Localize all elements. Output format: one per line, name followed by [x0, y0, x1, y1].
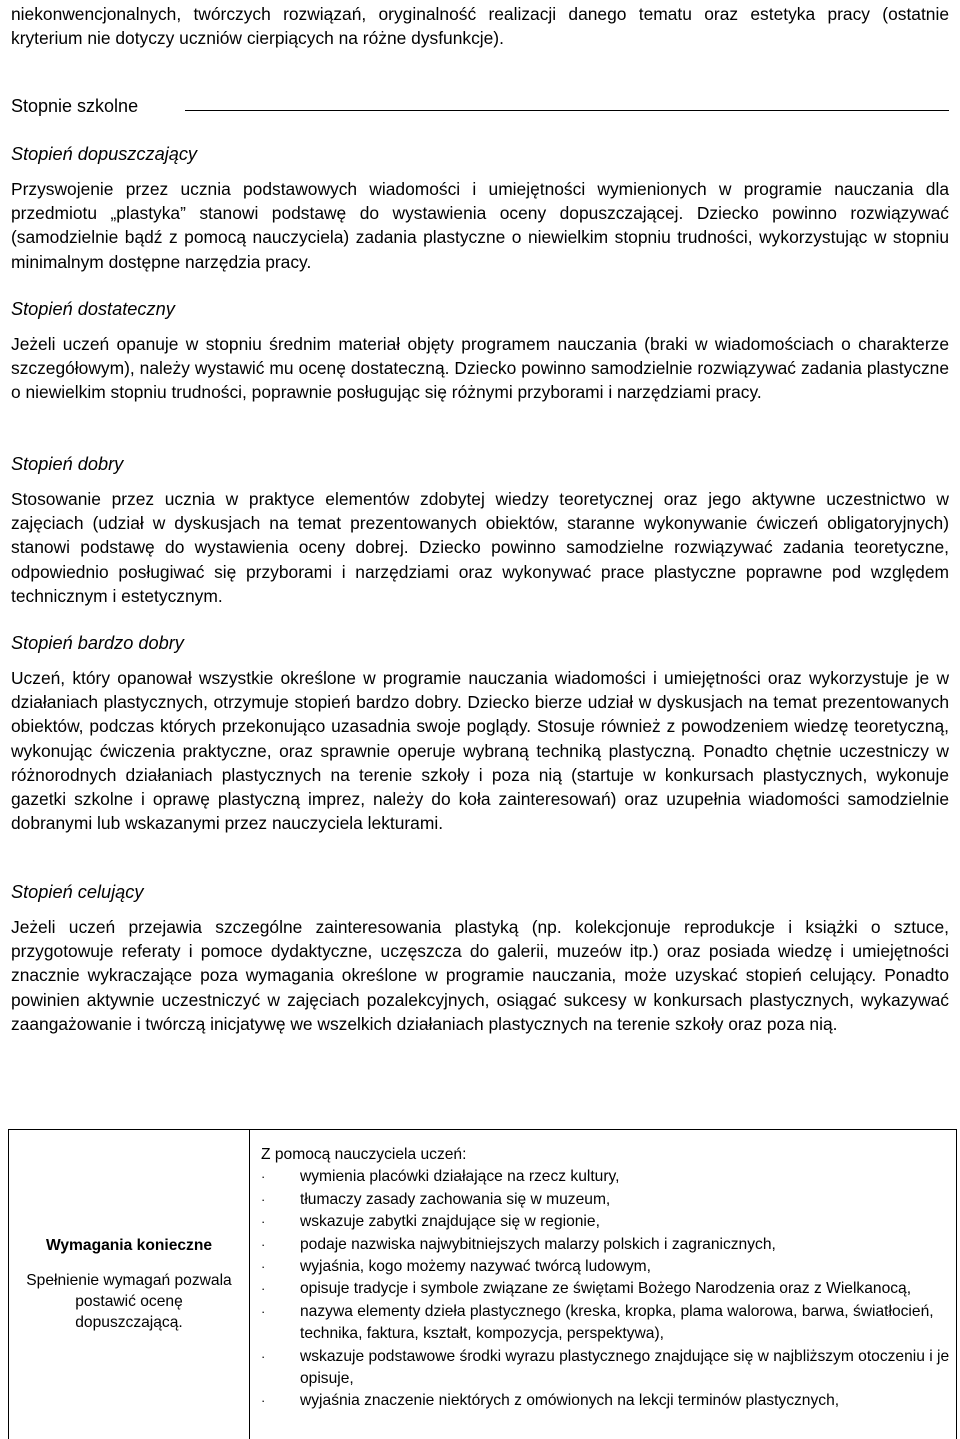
grade-section-dobry — [11, 452, 949, 608]
requirements-description: Spełnienie wymagań pozwala postawić ocenę dopuszczającą. — [26, 1272, 232, 1331]
list-item — [261, 1301, 951, 1346]
bullet-icon: · — [261, 1281, 266, 1297]
list-item — [261, 1278, 951, 1300]
grade-section-dopuszczajacy — [11, 142, 949, 274]
requirements-left-cell — [9, 1130, 250, 1439]
bullet-icon: · — [261, 1259, 266, 1275]
grade-section-dostateczny — [11, 297, 949, 405]
bullet-icon: · — [261, 1236, 266, 1252]
intro-paragraph: niekonwencjonalnych, twórczych rozwiązań, oryginalność realizacji danego tematu oraz estetyka pracy (ostatnie kryterium nie dotyczy uczniów cierpiących na różne dysfunkcje). — [11, 4, 949, 49]
bullet-icon: · — [261, 1393, 266, 1409]
bullet-icon: · — [261, 1214, 266, 1230]
requirements-right-cell — [261, 1144, 951, 1413]
grade-paragraph: Jeżeli uczeń opanuje w stopniu średnim materiał objęty programem nauczania (braki w wiadomościach o charakterze szczegółowym), należy wystawić mu ocenę dostateczną. Dziecko powinno samodzielnie rozwiązywać zadania plastyczne o niewielkim stopniu trudności, poprawnie posługując się różnymi przyborami i narzędziami pracy. — [11, 334, 949, 403]
grade-title: Stopień dopuszczający — [11, 144, 198, 164]
requirements-list — [261, 1166, 951, 1412]
grade-paragraph: Przyswojenie przez ucznia podstawowych wiadomości i umiejętności wymienionych w programie nauczania dla przedmiotu „plastyka” stanowi podstawę do wystawienia oceny dopuszczającej. Dziecko powinno rozwiązywać (samodzielnie bądź z pomocą nauczyciela) zadania plastyczne o niewielkim stopniu trudności, wykorzystując w stopniu minimalnym dostępne narzędzia pracy. — [11, 179, 949, 272]
list-item-text: wymienia placówki działające na rzecz kultury, — [300, 1168, 620, 1186]
bullet-icon: · — [261, 1169, 266, 1185]
list-item-text: podaje nazwiska najwybitniejszych malarzy polskich i zagranicznych, — [300, 1235, 776, 1253]
list-item-text: wyjaśnia, kogo możemy nazywać twórcą ludowym, — [300, 1258, 651, 1276]
grade-title: Stopień bardzo dobry — [11, 633, 184, 653]
bullet-icon: · — [261, 1348, 266, 1364]
list-item-text: nazywa elementy dzieła plastycznego (kreska, kropka, plama walorowa, barwa, światłocień, technika, faktura, kształt, kompozycja, perspektywa), — [300, 1302, 934, 1343]
requirements-title: Wymagania konieczne — [45, 1237, 213, 1254]
grade-section-celujacy — [11, 880, 949, 1036]
list-item — [261, 1211, 951, 1233]
list-item — [261, 1166, 951, 1188]
grade-paragraph: Stosowanie przez ucznia w praktyce elementów zdobytej wiedzy teoretycznej oraz jego aktywne uczestnictwo w zajęciach (udział w dyskusjach na temat prezentowanych obiektów, staranne wykonywanie ćwiczeń obligatoryjnych) stanowi podstawę do wystawienia oceny dobrej. Dziecko powinno samodzielne rozwiązywać zadania teoretyczne, odpowiednio posługiwać się przyborami i narzędziami oraz wykonywać prace plastyczne poprawne pod względem technicznym i estetycznym. — [11, 489, 949, 606]
list-item — [261, 1346, 951, 1391]
requirements-intro: Z pomocą nauczyciela uczeń: — [261, 1146, 467, 1163]
section-heading — [11, 94, 949, 122]
grade-title: Stopień dostateczny — [11, 299, 175, 319]
bullet-icon: · — [261, 1191, 266, 1207]
list-item-text: wskazuje podstawowe środki wyrazu plastycznego znajdujące się w najbliższym otoczeniu i je opisuje, — [300, 1347, 950, 1388]
section-heading-text: Stopnie szkolne — [11, 96, 139, 116]
grade-paragraph: Uczeń, który opanował wszystkie określone w programie nauczania wiadomości i umiejętności oraz wykorzystuje je w działaniach plastycznych, otrzymuje stopień bardzo dobry. Dziecko bierze udział w dyskusjach na temat prezentowanych obiektów, podczas których przekonująco uzasadnia swoje poglądy. Stosuje również z powodzeniem wiedzę teoretyczną, wykonując ćwiczenia praktyczne, oraz sprawnie operuje wybraną techniką plastyczną. Ponadto chętnie uczestniczy w różnorodnych działaniach plastycznych na terenie szkoły i poza nią (startuje w konkursach plastycznych, wykonuje gazetki szkolne i oprawę plastyczną imprez, należy do koła zainteresowań) oraz uzupełnia wiadomości samodzielnie dobranymi lub wskazanymi przez nauczyciela lekturami. — [11, 668, 949, 834]
list-item — [261, 1234, 951, 1256]
list-item-text: wskazuje zabytki znajdujące się w regionie, — [300, 1213, 600, 1231]
list-item-text: tłumaczy zasady zachowania się w muzeum, — [300, 1190, 611, 1208]
grade-paragraph: Jeżeli uczeń przejawia szczególne zainteresowania plastyką (np. kolekcjonuje reprodukcje i książki o sztuce, przygotowuje referaty i pomoce dydaktyczne, uczęszcza do galerii, muzeów itp.) oraz posiada wiedzę i umiejętności znacznie wykraczające poza wymagania określone w programie nauczania, może uzyskać stopień celujący. Ponadto powinien aktywnie uczestniczyć w zajęciach pozalekcyjnych, osiągać sukcesy w konkursach plastycznych, wykazywać zaangażowanie i twórczą inicjatywę we wszelkich działaniach plastycznych na terenie szkoły oraz poza nią. — [11, 917, 949, 1034]
section-heading-rule — [185, 110, 949, 111]
list-item — [261, 1256, 951, 1278]
list-item-text: wyjaśnia znaczenie niektórych z omówionych na lekcji terminów plastycznych, — [300, 1392, 840, 1410]
bullet-icon: · — [261, 1303, 266, 1319]
requirements-table — [8, 1129, 957, 1439]
grade-title: Stopień dobry — [11, 454, 124, 474]
list-item-text: opisuje tradycje i symbole związane ze świętami Bożego Narodzenia oraz z Wielkanocą, — [300, 1280, 912, 1298]
grade-section-bardzo-dobry — [11, 631, 949, 835]
list-item — [261, 1390, 951, 1412]
list-item — [261, 1189, 951, 1211]
grade-title: Stopień celujący — [11, 882, 144, 902]
